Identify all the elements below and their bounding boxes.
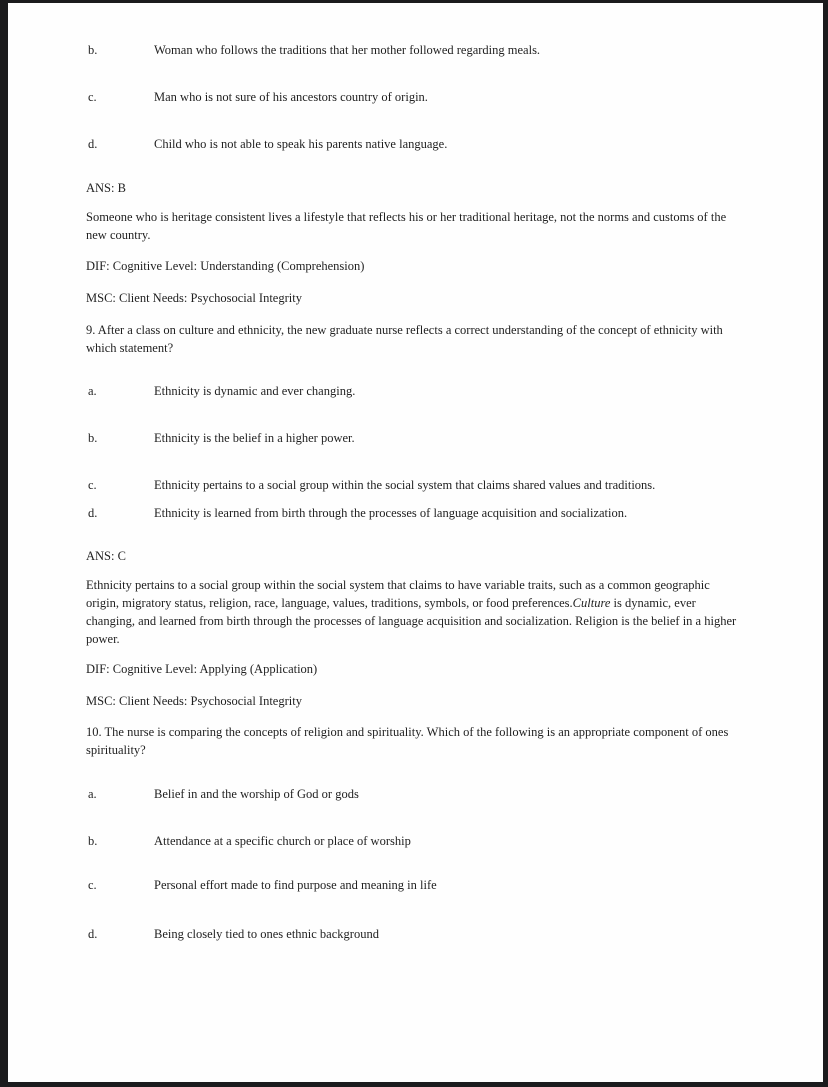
rationale-text-start: Ethnicity pertains to a social group within the social system that claims to have variable traits, such as a common geographic origin, migratory status, religion, race, language, values, traditions, symbols, or food preferences. (86, 578, 710, 610)
option-letter: c. (88, 878, 97, 892)
msc-line: MSC: Client Needs: Psychosocial Integrity (86, 291, 302, 305)
answer-option-row (86, 876, 823, 894)
option-text: Ethnicity pertains to a social group within the social system that claims shared values and traditions. (154, 478, 656, 492)
option-letter: c. (88, 90, 97, 104)
question-stem: 9. After a class on culture and ethnicity, the new graduate nurse reflects a correct understanding of the concept of ethnicity with which statement? (86, 323, 723, 355)
option-letter: d. (88, 927, 98, 941)
rationale-paragraph (86, 576, 741, 648)
answer-option-row (86, 41, 823, 59)
answer-option-row (86, 785, 823, 803)
answer-option-row (86, 476, 823, 494)
dif-line: DIF: Cognitive Level: Applying (Application) (86, 662, 318, 676)
option-letter: c. (88, 478, 97, 492)
answer-option-row (86, 429, 823, 447)
option-text: Attendance at a specific church or place of worship (154, 834, 411, 848)
option-text: Man who is not sure of his ancestors country of origin. (154, 90, 428, 104)
answer-line: ANS: B (86, 181, 126, 195)
rationale-text-end: is dynamic, ever changing, and learned from birth through the processes of language acquisition and socialization. Religion is the belief in a higher power. (86, 596, 737, 646)
answer-option-row (86, 88, 823, 106)
option-text: Ethnicity is learned from birth through the processes of language acquisition and socialization. (154, 506, 628, 520)
option-text: Belief in and the worship of God or gods (154, 787, 359, 801)
option-text: Ethnicity is the belief in a higher power. (154, 431, 355, 445)
option-letter: a. (88, 787, 97, 801)
option-text: Ethnicity is dynamic and ever changing. (154, 384, 356, 398)
option-letter: b. (88, 834, 98, 848)
option-text: Child who is not able to speak his parents native language. (154, 137, 448, 151)
option-letter: d. (88, 506, 98, 520)
rationale-paragraph: Someone who is heritage consistent lives a lifestyle that reflects his or her traditional heritage, not the norms and customs of the new country. (86, 210, 727, 242)
option-letter: a. (88, 384, 97, 398)
document-page (8, 3, 823, 1082)
answer-option-row (86, 925, 823, 943)
answer-option-row (86, 135, 823, 153)
option-letter: d. (88, 137, 98, 151)
italic-term: Culture (572, 596, 611, 610)
option-text: Being closely tied to ones ethnic background (154, 927, 379, 941)
question-stem: 10. The nurse is comparing the concepts of religion and spirituality. Which of the following is an appropriate component of ones spirituality? (86, 725, 729, 757)
option-letter: b. (88, 43, 98, 57)
answer-option-row (86, 832, 823, 850)
answer-line: ANS: C (86, 549, 126, 563)
option-letter: b. (88, 431, 98, 445)
answer-option-row (86, 504, 823, 522)
option-text: Woman who follows the traditions that her mother followed regarding meals. (154, 43, 541, 57)
option-text: Personal effort made to find purpose and meaning in life (154, 878, 437, 892)
msc-line: MSC: Client Needs: Psychosocial Integrity (86, 694, 302, 708)
answer-option-row (86, 382, 823, 400)
dif-line: DIF: Cognitive Level: Understanding (Comprehension) (86, 259, 365, 273)
